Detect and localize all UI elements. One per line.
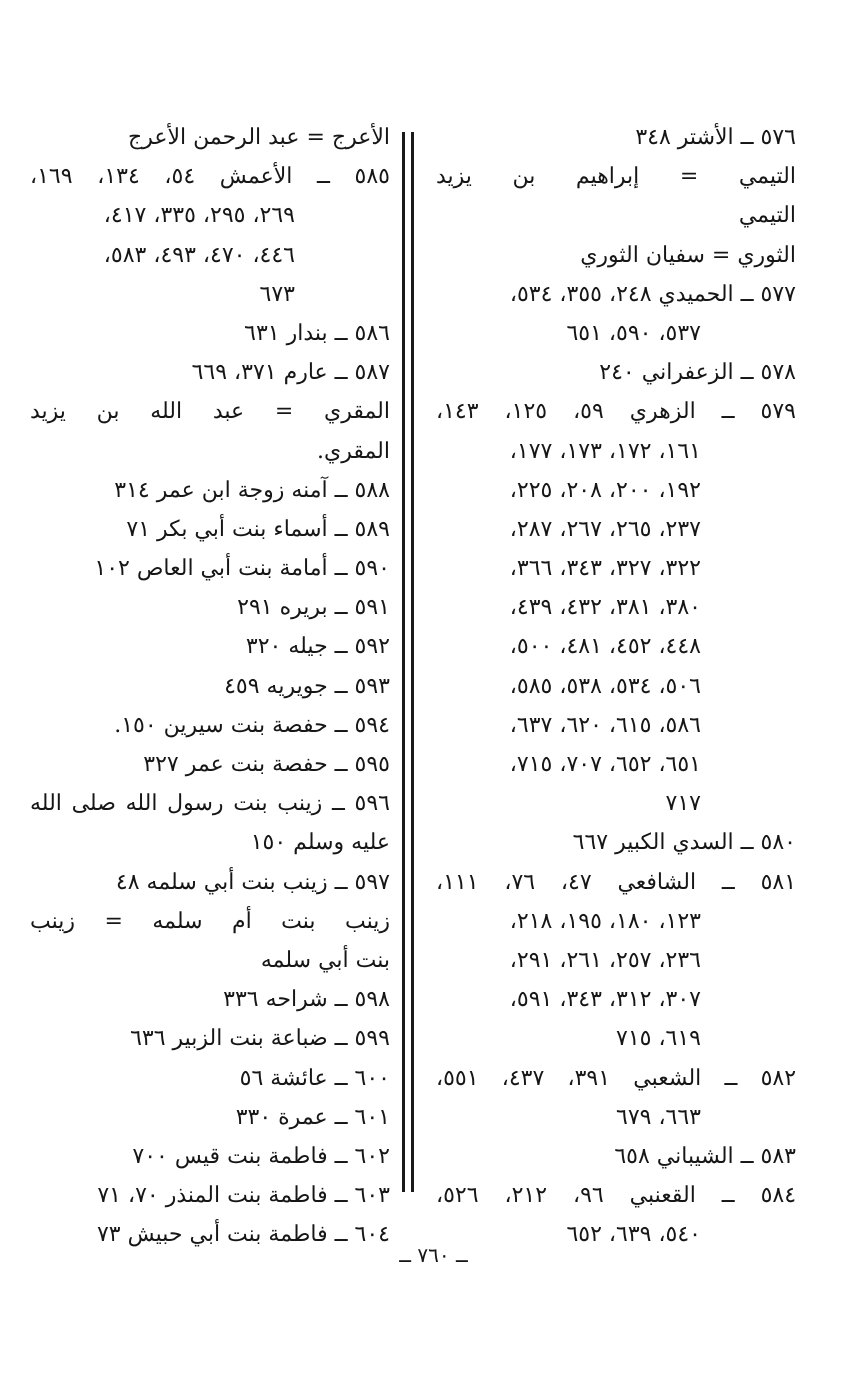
index-line: ٣٠٧، ٣١٢، ٣٤٣، ٥٩١، — [509, 987, 701, 1013]
index-line: ٦٠٢ ــ فاطمة بنت قيس ٧٠٠ — [132, 1143, 390, 1169]
index-line: ٦٠١ ــ عمرة ٣٣٠ — [235, 1104, 390, 1130]
index-line: ٦٧٣ — [259, 281, 295, 307]
index-line: التيمي = إبراهيم بن يزيد — [436, 164, 796, 190]
index-line: ٤٤٨، ٤٥٢، ٤٨١، ٥٠٠، — [509, 634, 701, 660]
index-line: ٤٤٦، ٤٧٠، ٤٩٣، ٥٨٣، — [103, 242, 295, 268]
index-line: ٥٧٨ ــ الزعفراني ٢٤٠ — [599, 360, 796, 386]
index-line: ٥٨٤ ــ القعنبي ٩٦، ٢١٢، ٥٢٦، — [436, 1183, 796, 1209]
index-line: ٥٧٧ ــ الحميدي ٢٤٨، ٣٥٥، ٥٣٤، — [509, 281, 796, 307]
index-line: ٣٨٠، ٣٨١، ٤٣٢، ٤٣٩، — [509, 595, 701, 621]
index-line: ٥٨٦، ٦١٥، ٦٢٠، ٦٣٧، — [509, 712, 701, 738]
index-line: ١٢٣، ١٨٠، ١٩٥، ٢١٨، — [509, 908, 701, 934]
index-line: ٢٣٧، ٢٦٥، ٢٦٧، ٢٨٧، — [509, 516, 701, 542]
index-line: عليه وسلم ١٥٠ — [250, 830, 390, 856]
index-line: ١٦١، ١٧٢، ١٧٣، ١٧٧، — [509, 438, 701, 464]
index-line: ٦٠٠ ــ عائشة ٥٦ — [239, 1065, 390, 1091]
index-line: الأعرج = عبد الرحمن الأعرج — [128, 125, 390, 150]
index-line: ٥٧٩ ــ الزهري ٥٩، ١٢٥، ١٤٣، — [436, 399, 796, 425]
index-line: ٥٨٩ ــ أسماء بنت أبي بكر ٧١ — [126, 516, 390, 542]
index-line: ٥٤٠، ٦٣٩، ٦٥٢ — [566, 1222, 701, 1248]
index-line: ١٩٢، ٢٠٠، ٢٠٨، ٢٢٥، — [509, 477, 701, 503]
index-column-left — [30, 118, 390, 1254]
index-line: ٦٠٣ ــ فاطمة بنت المنذر ٧٠، ٧١ — [97, 1183, 390, 1209]
index-line: ٥٨٠ ــ السدي الكبير ٦٦٧ — [572, 830, 796, 856]
index-line: ٥٩١ ــ بريره ٢٩١ — [237, 595, 390, 621]
column-divider-line — [411, 132, 414, 1192]
page-number: ــ ٧٦٠ ــ — [399, 1243, 468, 1267]
index-line: ٦٥١، ٦٥٢، ٧٠٧، ٧١٥، — [509, 752, 701, 777]
index-line: ٦١٩، ٧١٥ — [616, 1026, 701, 1052]
index-line: ٥٧٦ ــ الأشتر ٣٤٨ — [635, 125, 796, 150]
index-line: بنت أبي سلمه — [260, 947, 390, 973]
index-line: المقري. — [316, 438, 390, 464]
index-line: ٥٣٧، ٥٩٠، ٦٥١ — [566, 320, 701, 346]
column-divider-line — [402, 132, 405, 1192]
index-line: ٥٩٨ ــ شراحه ٣٣٦ — [223, 987, 390, 1013]
index-line: ٢٣٦، ٢٥٧، ٢٦١، ٢٩١، — [509, 947, 701, 973]
index-line: ٥٩٩ ــ ضباعة بنت الزبير ٦٣٦ — [130, 1026, 390, 1052]
index-line: ٥٩٥ ــ حفصة بنت عمر ٣٢٧ — [143, 752, 390, 777]
index-line: ٥٨٨ ــ آمنه زوجة ابن عمر ٣١٤ — [114, 477, 390, 503]
index-line: ٥٨٥ ــ الأعمش ٥٤، ١٣٤، ١٦٩، — [30, 164, 390, 190]
index-line: ٣٢٢، ٣٢٧، ٣٤٣، ٣٦٦، — [509, 556, 701, 582]
index-line: ٥٨٣ ــ الشيباني ٦٥٨ — [614, 1143, 796, 1169]
index-line: ٦٠٤ ــ فاطمة بنت أبي حبيش ٧٣ — [96, 1222, 390, 1248]
index-line: ٥٩٣ ــ جويريه ٤٥٩ — [224, 673, 390, 699]
index-line: ٧١٧ — [665, 791, 701, 817]
index-line: ٢٦٩، ٢٩٥، ٣٣٥، ٤١٧، — [103, 203, 295, 229]
index-line: زينب بنت أم سلمه = زينب — [30, 908, 390, 934]
index-line: ٥٨٢ ــ الشعبي ٣٩١، ٤٣٧، ٥٥١، — [436, 1065, 796, 1091]
index-line: ٦٦٣، ٦٧٩ — [616, 1104, 701, 1130]
index-line: ٥٩٦ ــ زينب بنت رسول الله صلى الله — [30, 791, 390, 817]
index-line: المقري = عبد الله بن يزيد — [30, 399, 390, 425]
index-line: ٥٩٤ ــ حفصة بنت سيرين ١٥٠. — [114, 712, 390, 738]
index-line: الثوري = سفيان الثوري — [580, 242, 796, 268]
index-line: ٥٩٢ ــ جيله ٣٢٠ — [245, 634, 390, 660]
index-line: ٥٨٧ ــ عارم ٣٧١، ٦٦٩ — [191, 360, 390, 386]
index-line: ٥٨٦ ــ بندار ٦٣١ — [244, 320, 390, 346]
index-line: ٥٨١ ــ الشافعي ٤٧، ٧٦، ١١١، — [436, 869, 796, 895]
index-line: ٥٩٧ ــ زينب بنت أبي سلمه ٤٨ — [115, 869, 390, 895]
index-column-right — [436, 118, 796, 1254]
index-line: التيمي — [738, 203, 796, 229]
index-line: ٥٩٠ ــ أمامة بنت أبي العاص ١٠٢ — [94, 556, 390, 582]
index-line: ٥٠٦، ٥٣٤، ٥٣٨، ٥٨٥، — [509, 673, 701, 699]
